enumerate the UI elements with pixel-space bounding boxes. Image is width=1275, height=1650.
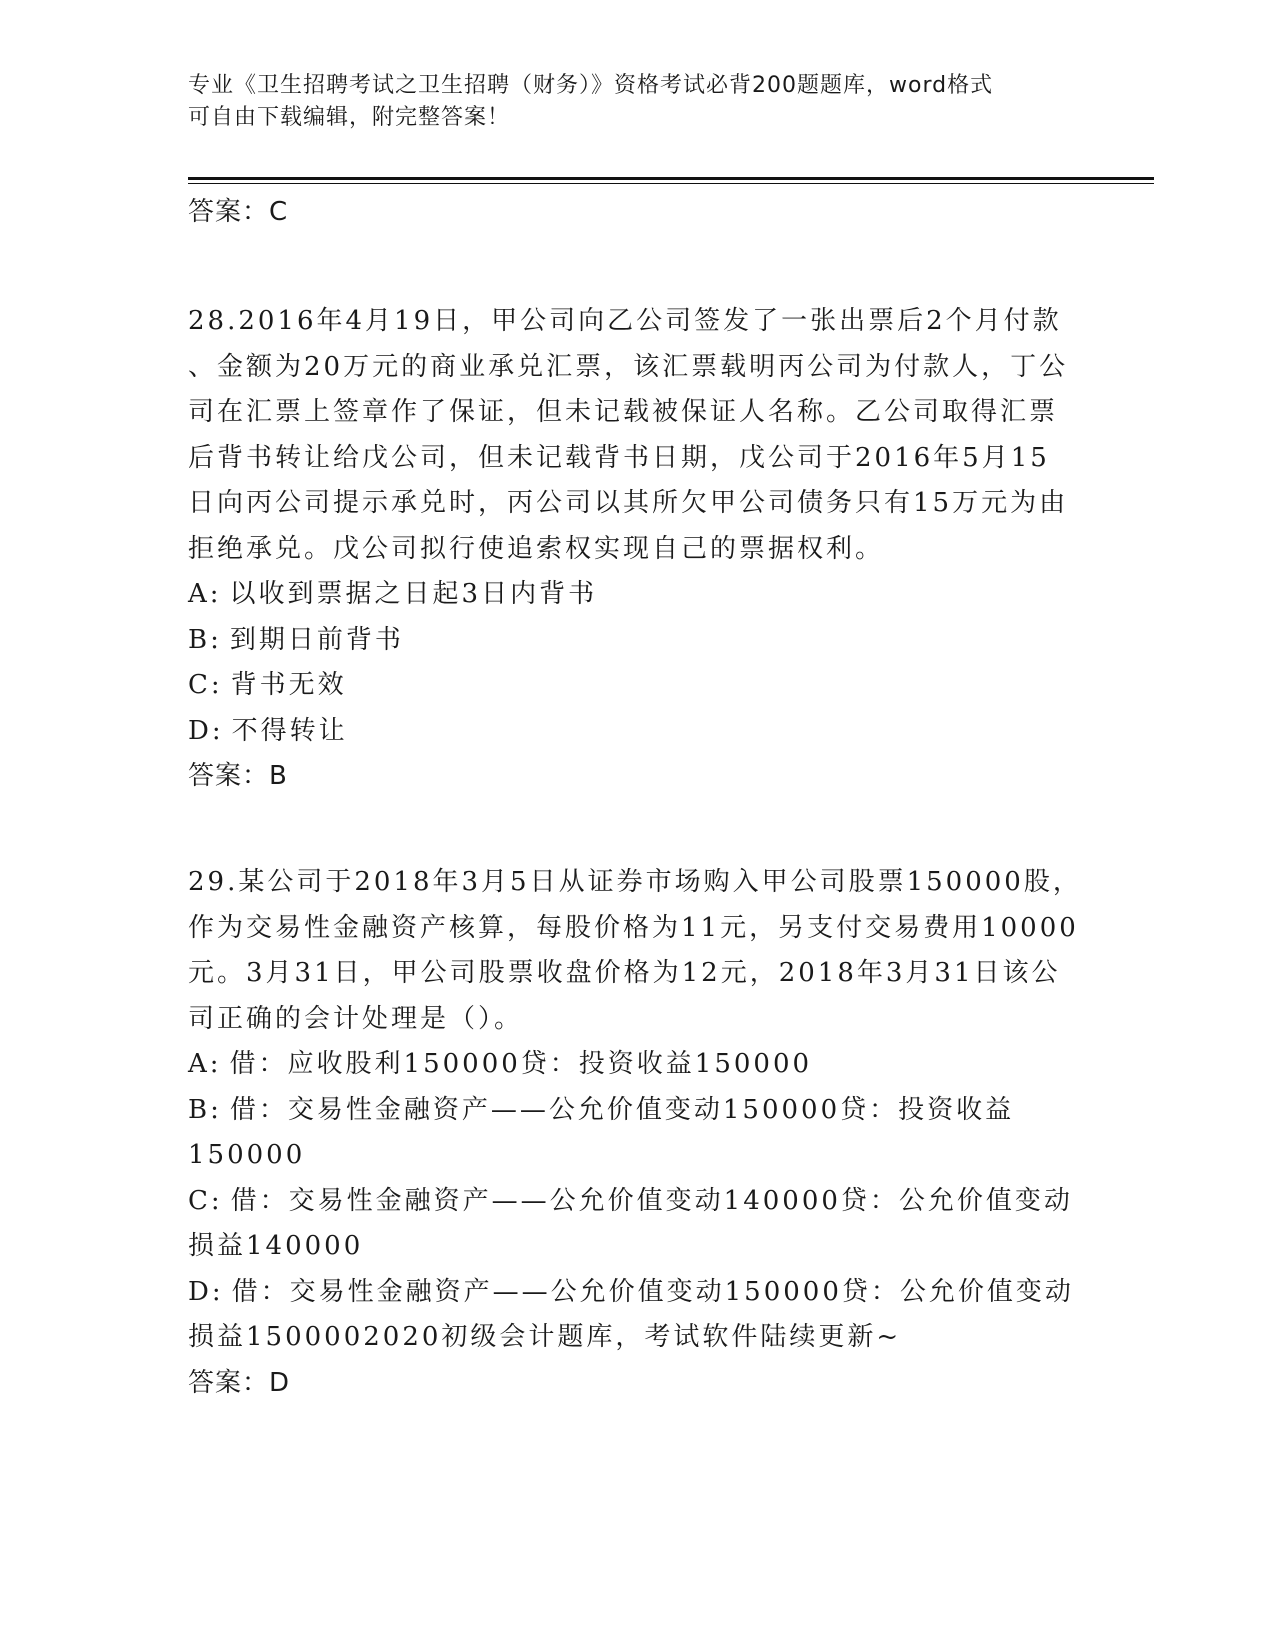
question-line: 拒绝承兑。戊公司拟行使追索权实现自己的票据权利。	[188, 533, 885, 564]
header-line-2: 可自由下载编辑，附完整答案！	[188, 105, 511, 130]
option-c	[188, 663, 1088, 709]
option-label: B:	[188, 1094, 222, 1125]
option-text: 借：交易性金融资产——公允价值变动150000贷：投资收益	[229, 1094, 1015, 1125]
option-text: 背书无效	[230, 670, 347, 700]
option-label: D:	[188, 715, 224, 746]
option-label: C:	[188, 1185, 223, 1216]
option-d-continued: 损益1500002020初级会计题库，考试软件陆续更新~	[188, 1322, 902, 1352]
document-body	[188, 190, 1088, 1405]
option-text: 不得转让	[231, 715, 348, 746]
option-c	[188, 1179, 1088, 1225]
option-text: 借：交易性金融资产——公允价值变动150000贷：公允价值变动	[231, 1276, 1074, 1307]
option-text: 借：交易性金融资产——公允价值变动140000贷：公允价值变动	[230, 1185, 1073, 1216]
question-29	[188, 860, 1088, 1405]
question-line: 日向丙公司提示承兑时，丙公司以其所欠甲公司债务只有15万元为由	[188, 488, 1069, 518]
option-text: 到期日前背书	[229, 624, 404, 655]
question-line: 司在汇票上签章作了保证，但未记载被保证人名称。乙公司取得汇票	[188, 397, 1059, 427]
header-line-1: 专业《卫生招聘考试之卫生招聘（财务）》资格考试必背200题题库，word格式	[188, 73, 994, 98]
option-a	[188, 572, 1088, 618]
question-line: 、金额为20万元的商业承兑汇票，该汇票载明丙公司为付款人，丁公	[188, 351, 1069, 382]
document-header	[188, 70, 1088, 134]
option-label: D:	[188, 1276, 224, 1307]
option-c-continued: 损益140000	[188, 1231, 364, 1261]
option-label: A:	[188, 579, 222, 609]
previous-answer: 答案：C	[188, 197, 289, 227]
option-d	[188, 709, 1088, 755]
question-text	[188, 299, 1088, 572]
question-line: 元。3月31日，甲公司股票收盘价格为12元，2018年3月31日该公	[188, 958, 1061, 988]
question-line: 后背书转让给戊公司，但未记载背书日期，戊公司于2016年5月15	[188, 442, 1050, 473]
option-a	[188, 1042, 1088, 1088]
answer: 答案：B	[188, 761, 288, 791]
header-rule-thin	[188, 183, 1154, 184]
question-line: 司正确的会计处理是（）。	[188, 1003, 524, 1034]
answer: 答案：D	[188, 1367, 291, 1398]
question-line: 作为交易性金融资产核算，每股价格为11元，另支付交易费用10000	[188, 912, 1079, 943]
option-text: 借：应收股利150000贷：投资收益150000	[229, 1049, 813, 1079]
option-b	[188, 618, 1088, 664]
option-b	[188, 1088, 1088, 1134]
option-b-continued: 150000	[188, 1140, 306, 1170]
header-rule-thick	[188, 177, 1154, 180]
question-28	[188, 299, 1088, 798]
question-text	[188, 860, 1088, 1042]
question-line: 29.某公司于2018年3月5日从证券市场购入甲公司股票150000股，	[188, 867, 1082, 897]
option-label: C:	[188, 670, 223, 700]
option-d	[188, 1270, 1088, 1316]
option-label: B:	[188, 624, 222, 655]
option-text: 以收到票据之日起3日内背书	[229, 579, 598, 609]
option-label: A:	[188, 1049, 222, 1079]
question-line: 28.2016年4月19日，甲公司向乙公司签发了一张出票后2个月付款	[188, 306, 1062, 336]
